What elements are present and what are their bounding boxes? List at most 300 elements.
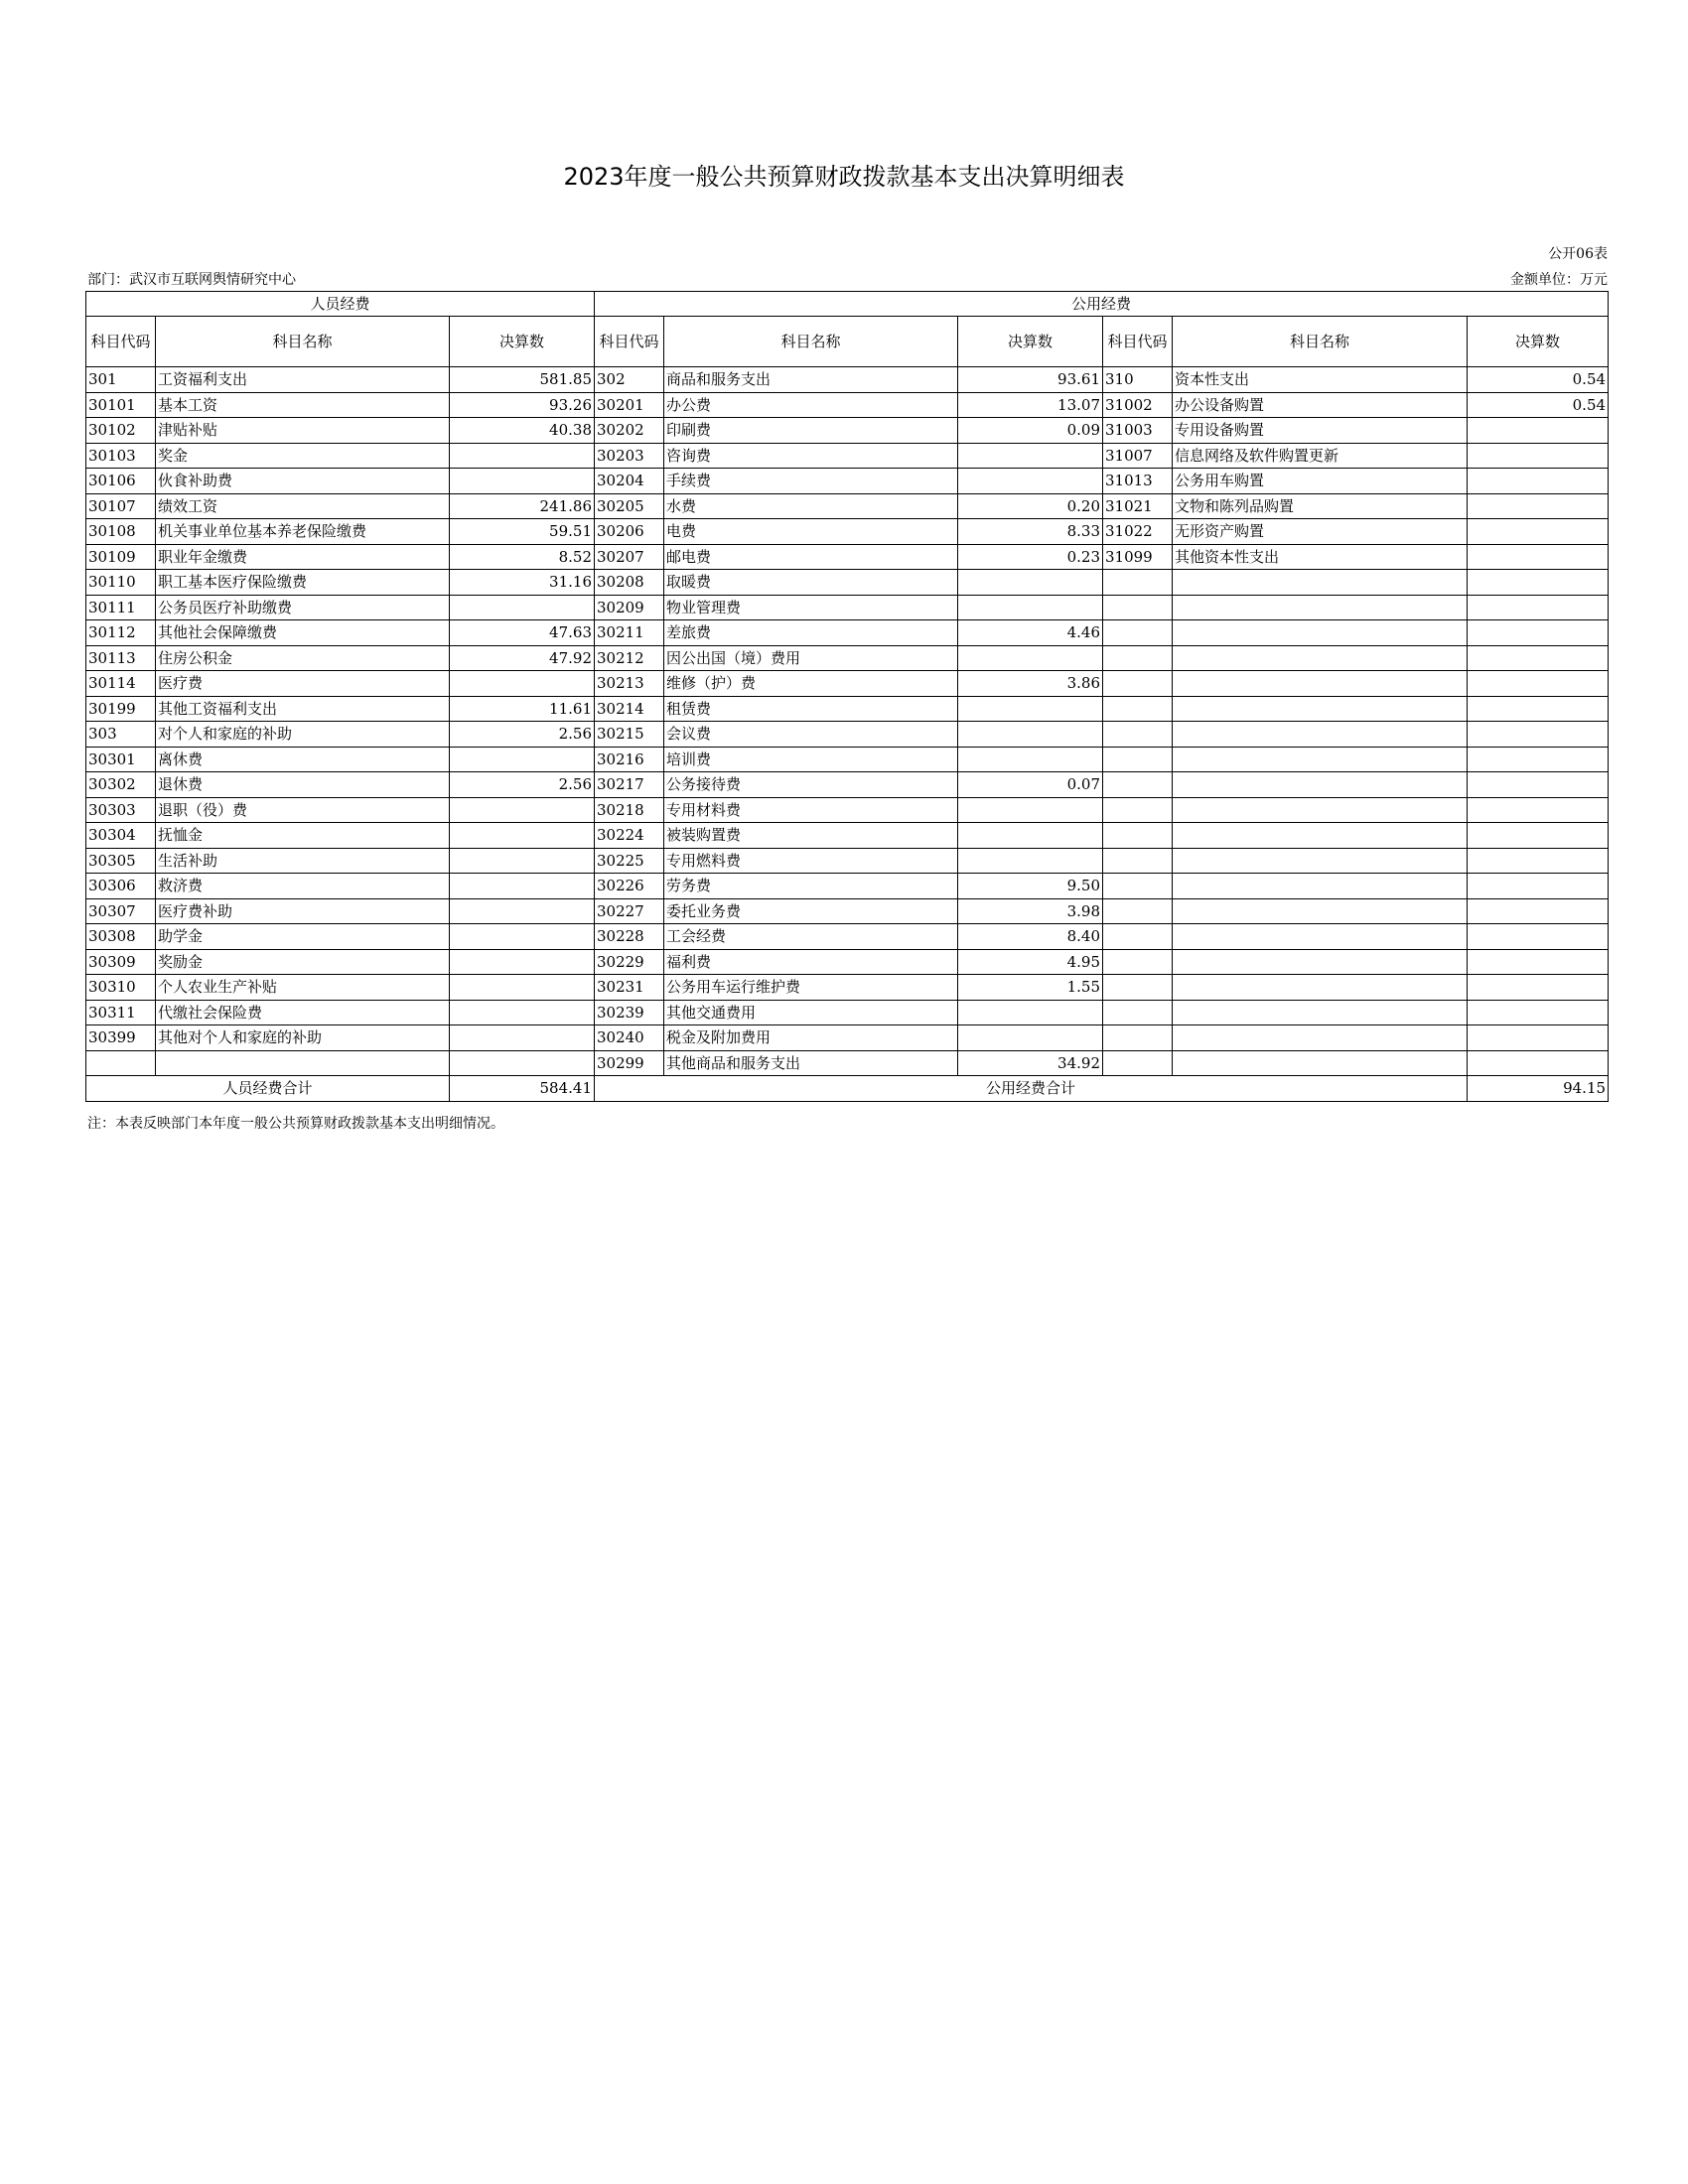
- name-cell: 电费: [664, 519, 958, 545]
- table-row: [86, 570, 1609, 596]
- name-cell: 退职（役）费: [156, 797, 450, 823]
- code-cell: 30109: [86, 544, 156, 570]
- name-cell: [1173, 1025, 1468, 1051]
- code-cell: 30114: [86, 671, 156, 697]
- amount-cell: [1468, 696, 1609, 722]
- code-cell: 30310: [86, 975, 156, 1001]
- public-total-value: 94.15: [1468, 1076, 1609, 1102]
- table-row: [86, 620, 1609, 646]
- code-cell: [1103, 949, 1173, 975]
- amount-cell: 59.51: [450, 519, 595, 545]
- form-number: 公开06表: [1548, 246, 1608, 262]
- amount-cell: [1468, 975, 1609, 1001]
- code-cell: 30216: [595, 747, 664, 772]
- code-cell: [1103, 747, 1173, 772]
- amount-cell: [450, 924, 595, 950]
- name-cell: 职工基本医疗保险缴费: [156, 570, 450, 596]
- name-cell: [1173, 1050, 1468, 1076]
- name-cell: 工资福利支出: [156, 367, 450, 393]
- code-cell: 30308: [86, 924, 156, 950]
- code-cell: 30211: [595, 620, 664, 646]
- amount-cell: [450, 671, 595, 697]
- column-header-amount: 决算数: [1468, 317, 1609, 367]
- code-cell: 301: [86, 367, 156, 393]
- amount-cell: 0.20: [958, 493, 1103, 519]
- amount-cell: [958, 823, 1103, 849]
- name-cell: [1173, 848, 1468, 874]
- name-cell: 其他工资福利支出: [156, 696, 450, 722]
- amount-cell: [450, 747, 595, 772]
- amount-cell: [958, 696, 1103, 722]
- amount-cell: [450, 1000, 595, 1025]
- name-cell: 公务用车运行维护费: [664, 975, 958, 1001]
- name-cell: 专用设备购置: [1173, 418, 1468, 444]
- name-cell: 手续费: [664, 469, 958, 494]
- name-cell: 办公设备购置: [1173, 392, 1468, 418]
- name-cell: 培训费: [664, 747, 958, 772]
- amount-cell: [450, 949, 595, 975]
- amount-cell: [450, 1050, 595, 1076]
- table-row: [86, 443, 1609, 469]
- amount-cell: 2.56: [450, 722, 595, 748]
- table-row: [86, 772, 1609, 798]
- name-cell: [1173, 570, 1468, 596]
- name-cell: 其他对个人和家庭的补助: [156, 1025, 450, 1051]
- code-cell: [1103, 924, 1173, 950]
- amount-cell: [1468, 898, 1609, 924]
- footnote: 注：本表反映部门本年度一般公共预算财政拨款基本支出明细情况。: [87, 1116, 504, 1132]
- table-row: [86, 1000, 1609, 1025]
- table-row: [86, 519, 1609, 545]
- code-cell: 30107: [86, 493, 156, 519]
- amount-cell: [1468, 519, 1609, 545]
- table-row: [86, 975, 1609, 1001]
- name-cell: 劳务费: [664, 874, 958, 899]
- name-cell: 公务员医疗补助缴费: [156, 595, 450, 620]
- code-cell: [86, 1050, 156, 1076]
- amount-cell: [450, 975, 595, 1001]
- code-cell: 30204: [595, 469, 664, 494]
- amount-cell: [958, 645, 1103, 671]
- code-cell: 30228: [595, 924, 664, 950]
- amount-cell: 3.86: [958, 671, 1103, 697]
- code-cell: 30303: [86, 797, 156, 823]
- name-cell: 邮电费: [664, 544, 958, 570]
- name-cell: 物业管理费: [664, 595, 958, 620]
- amount-cell: [450, 874, 595, 899]
- amount-cell: 0.54: [1468, 392, 1609, 418]
- name-cell: 个人农业生产补贴: [156, 975, 450, 1001]
- code-cell: [1103, 898, 1173, 924]
- name-cell: 奖金: [156, 443, 450, 469]
- code-cell: 30239: [595, 1000, 664, 1025]
- name-cell: 资本性支出: [1173, 367, 1468, 393]
- code-cell: 30112: [86, 620, 156, 646]
- code-cell: [1103, 595, 1173, 620]
- public-total-label: 公用经费合计: [595, 1076, 1468, 1102]
- column-header-amount: 决算数: [450, 317, 595, 367]
- table-row: [86, 747, 1609, 772]
- code-cell: 30226: [595, 874, 664, 899]
- name-cell: 津贴补贴: [156, 418, 450, 444]
- group-header-personnel: 人员经费: [86, 292, 595, 317]
- name-cell: [1173, 595, 1468, 620]
- name-cell: [1173, 747, 1468, 772]
- code-cell: 30202: [595, 418, 664, 444]
- table-row: [86, 848, 1609, 874]
- amount-cell: [1468, 874, 1609, 899]
- code-cell: 30299: [595, 1050, 664, 1076]
- code-cell: [1103, 570, 1173, 596]
- amount-cell: [1468, 671, 1609, 697]
- amount-cell: [450, 469, 595, 494]
- amount-cell: 34.92: [958, 1050, 1103, 1076]
- code-cell: [1103, 645, 1173, 671]
- name-cell: 其他社会保障缴费: [156, 620, 450, 646]
- table-row: [86, 722, 1609, 748]
- name-cell: 咨询费: [664, 443, 958, 469]
- name-cell: 专用燃料费: [664, 848, 958, 874]
- name-cell: [1173, 898, 1468, 924]
- table-row: [86, 469, 1609, 494]
- code-cell: 30215: [595, 722, 664, 748]
- code-cell: 30214: [595, 696, 664, 722]
- code-cell: [1103, 1025, 1173, 1051]
- code-cell: 302: [595, 367, 664, 393]
- amount-cell: [1468, 848, 1609, 874]
- code-cell: 31022: [1103, 519, 1173, 545]
- name-cell: 其他商品和服务支出: [664, 1050, 958, 1076]
- name-cell: [1173, 975, 1468, 1001]
- amount-cell: [1468, 595, 1609, 620]
- amount-cell: 581.85: [450, 367, 595, 393]
- amount-cell: [1468, 722, 1609, 748]
- code-cell: 30301: [86, 747, 156, 772]
- amount-cell: [450, 595, 595, 620]
- code-cell: 30101: [86, 392, 156, 418]
- name-cell: 工会经费: [664, 924, 958, 950]
- table-row: [86, 595, 1609, 620]
- amount-cell: [958, 469, 1103, 494]
- amount-cell: 93.61: [958, 367, 1103, 393]
- group-header-public: 公用经费: [595, 292, 1609, 317]
- amount-cell: 47.92: [450, 645, 595, 671]
- amount-cell: 0.23: [958, 544, 1103, 570]
- amount-cell: 1.55: [958, 975, 1103, 1001]
- code-cell: 30103: [86, 443, 156, 469]
- name-cell: [1173, 823, 1468, 849]
- department-label: 部门：武汉市互联网舆情研究中心: [87, 272, 296, 288]
- name-cell: 抚恤金: [156, 823, 450, 849]
- code-cell: 30208: [595, 570, 664, 596]
- code-cell: [1103, 975, 1173, 1001]
- code-cell: 31002: [1103, 392, 1173, 418]
- table-row: [86, 367, 1609, 393]
- code-cell: [1103, 823, 1173, 849]
- name-cell: 信息网络及软件购置更新: [1173, 443, 1468, 469]
- code-cell: [1103, 722, 1173, 748]
- amount-cell: 4.46: [958, 620, 1103, 646]
- amount-cell: 8.52: [450, 544, 595, 570]
- amount-cell: [1468, 443, 1609, 469]
- name-cell: 其他交通费用: [664, 1000, 958, 1025]
- code-cell: 310: [1103, 367, 1173, 393]
- code-cell: 30304: [86, 823, 156, 849]
- name-cell: 基本工资: [156, 392, 450, 418]
- table-row: [86, 823, 1609, 849]
- amount-cell: 0.07: [958, 772, 1103, 798]
- code-cell: 30110: [86, 570, 156, 596]
- amount-cell: [450, 1025, 595, 1051]
- name-cell: 会议费: [664, 722, 958, 748]
- code-cell: 31003: [1103, 418, 1173, 444]
- name-cell: 机关事业单位基本养老保险缴费: [156, 519, 450, 545]
- code-cell: 30240: [595, 1025, 664, 1051]
- column-header-code: 科目代码: [595, 317, 664, 367]
- amount-cell: [958, 1025, 1103, 1051]
- name-cell: 商品和服务支出: [664, 367, 958, 393]
- amount-cell: 9.50: [958, 874, 1103, 899]
- code-cell: 30224: [595, 823, 664, 849]
- name-cell: 奖励金: [156, 949, 450, 975]
- amount-cell: [1468, 797, 1609, 823]
- amount-cell: 31.16: [450, 570, 595, 596]
- table-row: [86, 392, 1609, 418]
- code-cell: 31013: [1103, 469, 1173, 494]
- name-cell: 退休费: [156, 772, 450, 798]
- name-cell: 专用材料费: [664, 797, 958, 823]
- name-cell: 生活补助: [156, 848, 450, 874]
- code-cell: 30225: [595, 848, 664, 874]
- code-cell: [1103, 620, 1173, 646]
- amount-cell: 0.09: [958, 418, 1103, 444]
- amount-cell: 0.54: [1468, 367, 1609, 393]
- name-cell: 伙食补助费: [156, 469, 450, 494]
- code-cell: 303: [86, 722, 156, 748]
- table-row: [86, 645, 1609, 671]
- name-cell: [1173, 797, 1468, 823]
- name-cell: 因公出国（境）费用: [664, 645, 958, 671]
- amount-cell: 4.95: [958, 949, 1103, 975]
- amount-cell: [450, 848, 595, 874]
- code-cell: 30113: [86, 645, 156, 671]
- name-cell: 绩效工资: [156, 493, 450, 519]
- name-cell: 公务接待费: [664, 772, 958, 798]
- code-cell: [1103, 772, 1173, 798]
- code-cell: 30206: [595, 519, 664, 545]
- amount-cell: [958, 747, 1103, 772]
- code-cell: 30212: [595, 645, 664, 671]
- name-cell: 取暖费: [664, 570, 958, 596]
- amount-cell: [450, 898, 595, 924]
- table-row: [86, 898, 1609, 924]
- amount-cell: 40.38: [450, 418, 595, 444]
- amount-cell: 241.86: [450, 493, 595, 519]
- table-row: [86, 493, 1609, 519]
- amount-cell: [1468, 949, 1609, 975]
- code-cell: [1103, 797, 1173, 823]
- name-cell: 职业年金缴费: [156, 544, 450, 570]
- code-cell: 30199: [86, 696, 156, 722]
- name-cell: 税金及附加费用: [664, 1025, 958, 1051]
- code-cell: 30218: [595, 797, 664, 823]
- code-cell: 30305: [86, 848, 156, 874]
- name-cell: 离休费: [156, 747, 450, 772]
- amount-cell: [1468, 570, 1609, 596]
- table-row: [86, 1025, 1609, 1051]
- code-cell: 31021: [1103, 493, 1173, 519]
- table-row: [86, 949, 1609, 975]
- amount-cell: [1468, 418, 1609, 444]
- amount-cell: [450, 823, 595, 849]
- name-cell: 对个人和家庭的补助: [156, 722, 450, 748]
- code-cell: 31007: [1103, 443, 1173, 469]
- name-cell: [1173, 620, 1468, 646]
- name-cell: 公务用车购置: [1173, 469, 1468, 494]
- code-cell: 30205: [595, 493, 664, 519]
- name-cell: [1173, 772, 1468, 798]
- amount-cell: [1468, 924, 1609, 950]
- table-row: [86, 924, 1609, 950]
- column-header-name: 科目名称: [664, 317, 958, 367]
- amount-cell: [1468, 747, 1609, 772]
- name-cell: [1173, 722, 1468, 748]
- name-cell: 维修（护）费: [664, 671, 958, 697]
- code-cell: 30306: [86, 874, 156, 899]
- code-cell: 30207: [595, 544, 664, 570]
- amount-cell: [958, 443, 1103, 469]
- code-cell: 30231: [595, 975, 664, 1001]
- amount-cell: [1468, 1050, 1609, 1076]
- name-cell: 代缴社会保险费: [156, 1000, 450, 1025]
- code-cell: 30307: [86, 898, 156, 924]
- table-row: [86, 1050, 1609, 1076]
- totals-row: [86, 1076, 1609, 1102]
- amount-cell: 8.40: [958, 924, 1103, 950]
- code-cell: 30311: [86, 1000, 156, 1025]
- column-header-name: 科目名称: [156, 317, 450, 367]
- name-cell: 水费: [664, 493, 958, 519]
- name-cell: [1173, 949, 1468, 975]
- amount-cell: [958, 595, 1103, 620]
- table-row: [86, 696, 1609, 722]
- code-cell: 31099: [1103, 544, 1173, 570]
- amount-cell: [1468, 493, 1609, 519]
- amount-cell: [1468, 1000, 1609, 1025]
- code-cell: 30203: [595, 443, 664, 469]
- code-cell: 30111: [86, 595, 156, 620]
- column-header-amount: 决算数: [958, 317, 1103, 367]
- group-header-row: [86, 292, 1609, 317]
- column-header-name: 科目名称: [1173, 317, 1468, 367]
- table-row: [86, 418, 1609, 444]
- code-cell: 30227: [595, 898, 664, 924]
- unit-label: 金额单位：万元: [1510, 272, 1608, 288]
- table-row: [86, 671, 1609, 697]
- name-cell: 印刷费: [664, 418, 958, 444]
- code-cell: 30217: [595, 772, 664, 798]
- name-cell: 差旅费: [664, 620, 958, 646]
- code-cell: [1103, 671, 1173, 697]
- name-cell: 医疗费: [156, 671, 450, 697]
- amount-cell: [958, 1000, 1103, 1025]
- amount-cell: 93.26: [450, 392, 595, 418]
- name-cell: 其他资本性支出: [1173, 544, 1468, 570]
- code-cell: 30229: [595, 949, 664, 975]
- amount-cell: [1468, 645, 1609, 671]
- name-cell: 医疗费补助: [156, 898, 450, 924]
- name-cell: 委托业务费: [664, 898, 958, 924]
- amount-cell: 47.63: [450, 620, 595, 646]
- name-cell: 住房公积金: [156, 645, 450, 671]
- name-cell: 救济费: [156, 874, 450, 899]
- code-cell: 30309: [86, 949, 156, 975]
- code-cell: [1103, 1000, 1173, 1025]
- amount-cell: 2.56: [450, 772, 595, 798]
- amount-cell: [450, 797, 595, 823]
- name-cell: [1173, 696, 1468, 722]
- code-cell: [1103, 874, 1173, 899]
- code-cell: [1103, 1050, 1173, 1076]
- personnel-total-label: 人员经费合计: [86, 1076, 450, 1102]
- code-cell: 30213: [595, 671, 664, 697]
- name-cell: [1173, 874, 1468, 899]
- amount-cell: [1468, 823, 1609, 849]
- column-header-code: 科目代码: [86, 317, 156, 367]
- table-row: [86, 797, 1609, 823]
- table-row: [86, 544, 1609, 570]
- code-cell: 30106: [86, 469, 156, 494]
- personnel-total-value: 584.41: [450, 1076, 595, 1102]
- code-cell: 30302: [86, 772, 156, 798]
- code-cell: 30399: [86, 1025, 156, 1051]
- code-cell: [1103, 696, 1173, 722]
- code-cell: 30209: [595, 595, 664, 620]
- expenditure-table: [85, 291, 1609, 1102]
- name-cell: 文物和陈列品购置: [1173, 493, 1468, 519]
- name-cell: [1173, 645, 1468, 671]
- table-row: [86, 874, 1609, 899]
- name-cell: [1173, 671, 1468, 697]
- column-header-row: [86, 317, 1609, 367]
- amount-cell: [1468, 469, 1609, 494]
- amount-cell: 3.98: [958, 898, 1103, 924]
- code-cell: 30108: [86, 519, 156, 545]
- amount-cell: 11.61: [450, 696, 595, 722]
- amount-cell: 13.07: [958, 392, 1103, 418]
- amount-cell: 8.33: [958, 519, 1103, 545]
- name-cell: 租赁费: [664, 696, 958, 722]
- amount-cell: [958, 797, 1103, 823]
- name-cell: [1173, 924, 1468, 950]
- amount-cell: [1468, 544, 1609, 570]
- amount-cell: [1468, 620, 1609, 646]
- amount-cell: [1468, 1025, 1609, 1051]
- code-cell: 30201: [595, 392, 664, 418]
- code-cell: [1103, 848, 1173, 874]
- column-header-code: 科目代码: [1103, 317, 1173, 367]
- name-cell: [156, 1050, 450, 1076]
- amount-cell: [958, 722, 1103, 748]
- amount-cell: [958, 848, 1103, 874]
- name-cell: 无形资产购置: [1173, 519, 1468, 545]
- amount-cell: [450, 443, 595, 469]
- code-cell: 30102: [86, 418, 156, 444]
- amount-cell: [958, 570, 1103, 596]
- name-cell: 办公费: [664, 392, 958, 418]
- name-cell: [1173, 1000, 1468, 1025]
- page-title: 2023年度一般公共预算财政拨款基本支出决算明细表: [563, 163, 1125, 191]
